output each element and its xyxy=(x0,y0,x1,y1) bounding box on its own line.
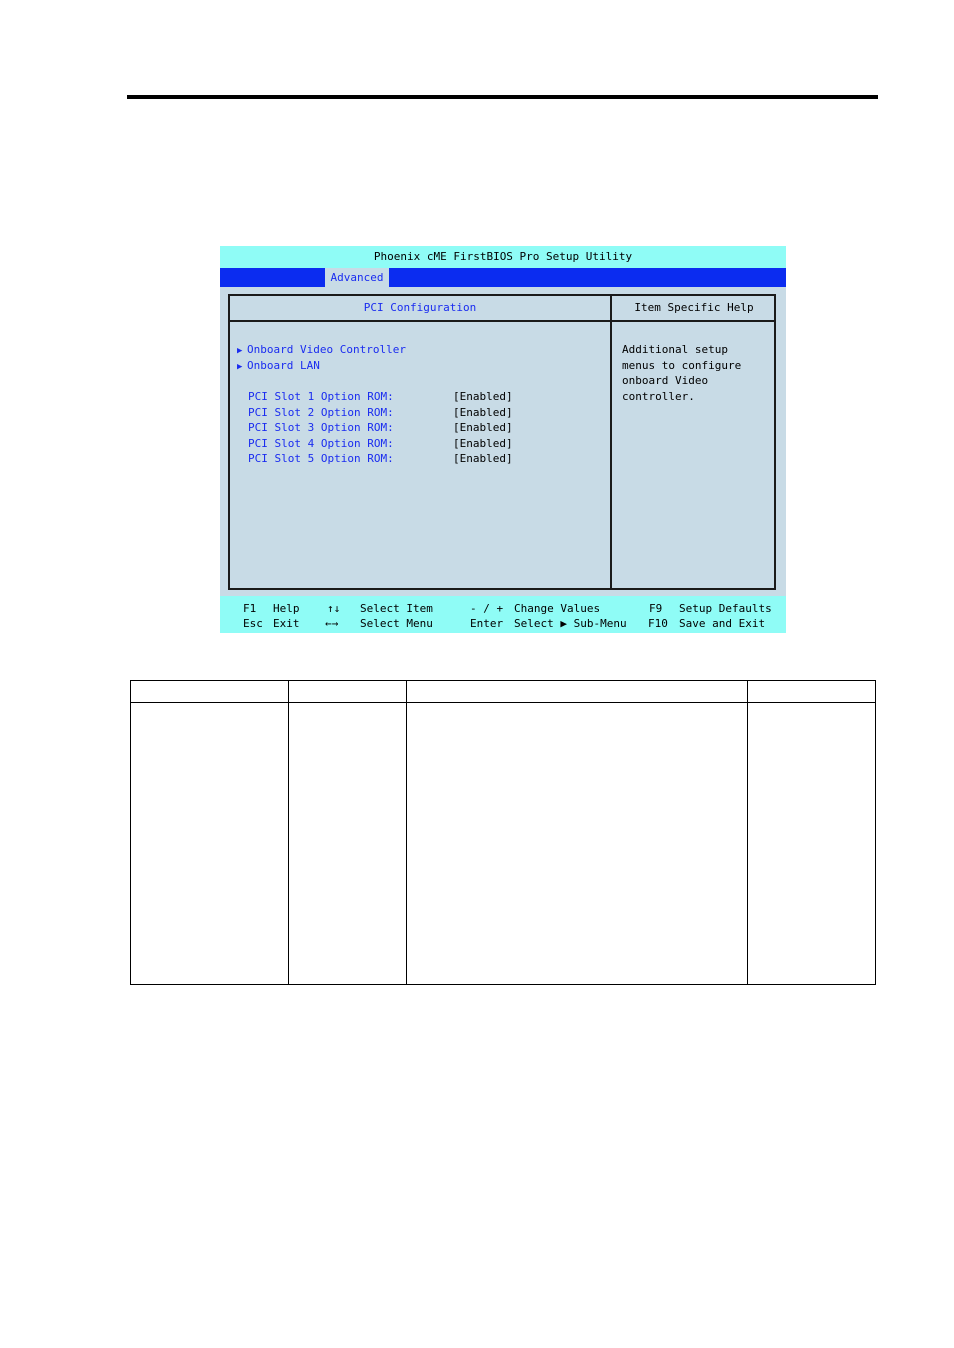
key-enter: Enter xyxy=(470,617,504,630)
submenu-onboard-video-controller[interactable] xyxy=(237,342,406,357)
tab-advanced[interactable]: Advanced xyxy=(325,268,389,287)
submenu-label: Onboard Video Controller xyxy=(247,343,406,356)
submenu-label: Onboard LAN xyxy=(247,359,320,372)
key-f1-label: Help xyxy=(273,602,300,615)
item-help-text xyxy=(622,342,772,404)
key-updown-label: Select Item xyxy=(360,602,433,615)
help-line: onboard Video xyxy=(622,374,709,388)
key-f9: F9 xyxy=(649,602,663,615)
table-column-divider xyxy=(406,681,407,984)
key-legend-footer xyxy=(220,596,786,633)
menu-bar xyxy=(220,268,786,287)
key-enter-label: Select ▶ Sub-Menu xyxy=(514,617,627,630)
setting-pci-slot-3-label[interactable]: PCI Slot 3 Option ROM: xyxy=(248,421,394,434)
table-header-divider xyxy=(131,702,875,703)
setting-pci-slot-2-value[interactable]: [Enabled] xyxy=(453,406,513,419)
triangle-right-icon: ▶ xyxy=(237,346,243,356)
setting-pci-slot-2-label[interactable]: PCI Slot 2 Option ROM: xyxy=(248,406,394,419)
left-right-arrows-icon: ←→ xyxy=(325,617,339,630)
setting-pci-slot-1-value[interactable]: [Enabled] xyxy=(453,390,513,403)
setting-pci-slot-4-label[interactable]: PCI Slot 4 Option ROM: xyxy=(248,437,394,450)
key-f10-label: Save and Exit xyxy=(679,617,766,630)
main-frame xyxy=(228,294,776,590)
header-divider xyxy=(230,320,774,322)
key-esc: Esc xyxy=(243,617,263,630)
empty-table xyxy=(130,680,876,985)
panel-title: PCI Configuration xyxy=(363,301,477,314)
table-column-divider xyxy=(288,681,289,984)
help-line: Additional setup xyxy=(622,343,728,356)
help-line: menus to configure xyxy=(622,358,742,372)
key-minus-plus-label: Change Values xyxy=(514,602,601,615)
help-line: controller. xyxy=(622,389,695,403)
setting-pci-slot-1-label[interactable]: PCI Slot 1 Option ROM: xyxy=(248,390,394,403)
key-leftright-label: Select Menu xyxy=(360,617,433,630)
key-minus-plus: - / + xyxy=(470,602,504,615)
setting-pci-slot-4-value[interactable]: [Enabled] xyxy=(453,437,513,450)
key-f10: F10 xyxy=(648,617,668,630)
setting-pci-slot-5-label[interactable]: PCI Slot 5 Option ROM: xyxy=(248,452,394,465)
table-column-divider xyxy=(747,681,748,984)
key-esc-label: Exit xyxy=(273,617,300,630)
bios-title: Phoenix cME FirstBIOS Pro Setup Utility xyxy=(220,246,786,268)
triangle-right-icon: ▶ xyxy=(237,362,243,372)
column-divider xyxy=(610,296,612,588)
submenu-onboard-lan[interactable] xyxy=(237,358,320,373)
help-title: Item Specific Help xyxy=(634,301,754,314)
key-f9-label: Setup Defaults xyxy=(679,602,772,615)
key-f1: F1 xyxy=(243,602,257,615)
top-rule xyxy=(127,95,878,99)
setting-pci-slot-5-value[interactable]: [Enabled] xyxy=(453,452,513,465)
setting-pci-slot-3-value[interactable]: [Enabled] xyxy=(453,421,513,434)
up-down-arrows-icon: ↑↓ xyxy=(327,602,341,615)
bios-screen xyxy=(220,246,786,633)
